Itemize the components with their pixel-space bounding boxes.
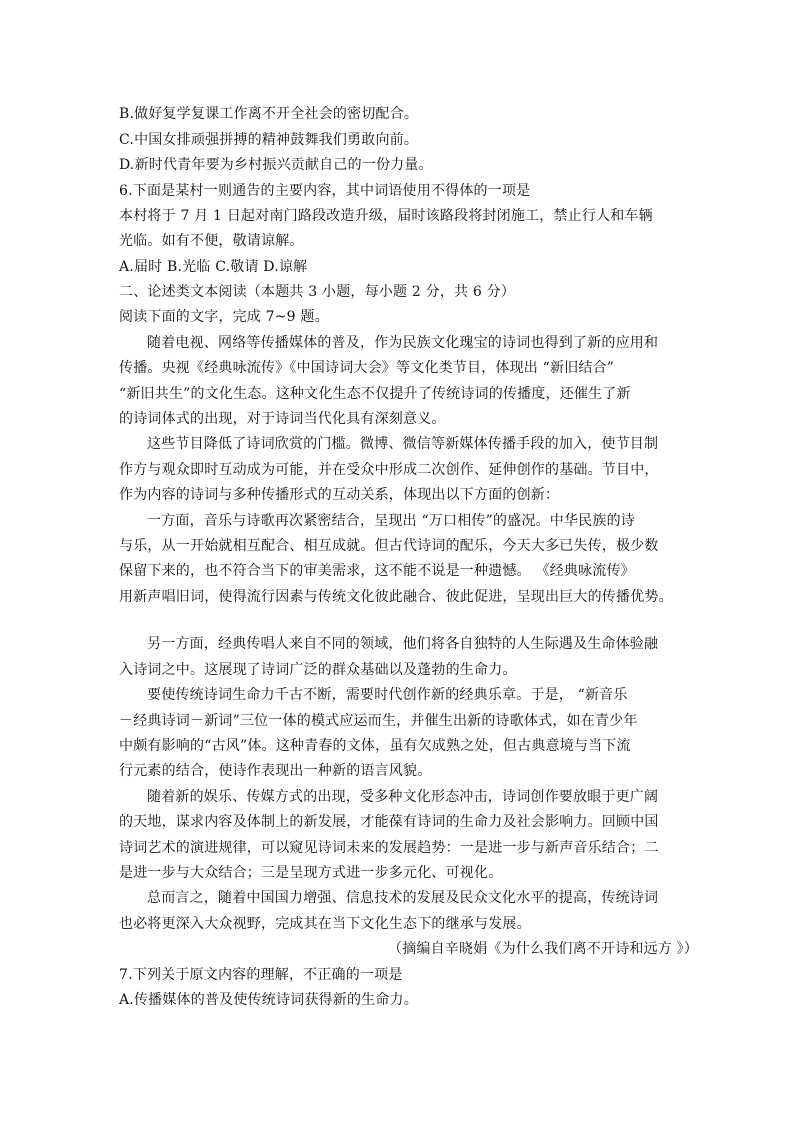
passage-line: 与乐，从一开始就相互配合、相互成就。但古代诗词的配乐，今天大多已失传，极少数: [119, 538, 659, 554]
passage-line: 要使传统诗词生命力千古不断，需要时代创作新的经典乐章。于是， “新音乐: [147, 687, 628, 703]
question-7-stem: 7.下列关于原文内容的理解，不正确的一项是: [119, 967, 403, 983]
question-6-stem: 6.下面是某村一则通告的主要内容，其中词语使用不得体的一项是: [119, 183, 531, 199]
passage-line: 入诗词之中。这展现了诗词广泛的群众基础以及蓬勃的生命力。: [119, 662, 517, 678]
passage-line: 诗词艺术的演进规律，可以窥见诗词未来的发展趋势：一是进一步与新声音乐结合；二: [119, 840, 659, 856]
passage-line: 也必将更深入大众视野，完成其在当下文化生态下的继承与发展。: [119, 916, 531, 932]
passage-line: 作为内容的诗词与多种传播形式的互动关系，体现出以下方面的创新：: [119, 487, 560, 503]
option-d-q5: D.新时代青年要为乡村振兴贡献自己的一份力量。: [119, 157, 433, 173]
passage-line: 是进一步与大众结合；三是呈现方式进一步多元化、可视化。: [119, 865, 503, 881]
section-heading: 二、论述类文本阅读（本题共 3 小题，每小题 2 分，共 6 分）: [119, 284, 516, 300]
option-b-q5: B.做好复学复课工作离不开全社会的密切配合。: [119, 106, 419, 122]
passage-line: 另一方面，经典传唱人来自不同的领域，他们将各自独特的人生际遇及生命体验融: [147, 636, 659, 652]
passage-line: 这些节目降低了诗词欣赏的门槛。微博、微信等新媒体传播手段的加入，使节目制: [147, 436, 659, 452]
reading-instruction: 阅读下面的文字，完成 7~9 题。: [119, 309, 329, 325]
passage-line: 总而言之，随着中国国力增强、信息技术的发展及民众文化水平的提高，传统诗词: [147, 890, 659, 906]
source-citation: （摘编自辛晓娟《为什么我们离不开诗和远方 》）: [388, 941, 699, 957]
passage-line: 的天地，谋求内容及体制上的新发展，才能葆有诗词的生命力及社会影响力。回顾中国: [119, 814, 659, 830]
question-6-options: A.届时 B.光临 C.敬请 D.谅解: [119, 259, 308, 275]
passage-line: 中颇有影响的“古风”体。这种青春的文体，虽有欠成熟之处，但古典意境与当下流: [119, 738, 631, 754]
passage-line: 保留下来的，也不符合当下的审美需求，这不能不说是一种遗憾。 《经典咏流传》: [119, 563, 635, 579]
notice-text-line: 本村将于 7 月 1 日起对南门路段改造升级，届时该路段将封闭施工，禁止行人和车辆: [119, 208, 653, 224]
passage-line: 用新声唱旧词，使得流行因素与传统文化彼此融合、彼此促进，呈现出巨大的传播优势。: [119, 589, 673, 605]
notice-text-line: 光临。如有不便，敬请谅解。: [119, 233, 304, 249]
option-a-q7: A.传播媒体的普及使传统诗词获得新的生命力。: [119, 992, 418, 1008]
passage-line: 传播。央视《经典咏流传》《中国诗词大会》等文化类节目，体现出 “新旧结合”: [119, 360, 615, 376]
passage-line: “新旧共生”的文化生态。这种文化生态不仅提升了传统诗词的传播度，还催生了新: [119, 386, 631, 402]
passage-line: 的诗词体式的出现，对于诗词当代化具有深刻意义。: [119, 411, 446, 427]
passage-line: 一方面，音乐与诗歌再次紧密结合，呈现出 “万口相传”的盛况。中华民族的诗: [147, 513, 635, 529]
passage-line: 随着新的娱乐、传媒方式的出现，受多种文化形态冲击，诗词创作要放眼于更广阔: [147, 789, 659, 805]
passage-line: 作方与观众即时互动成为可能，并在受众中形成二次创作、延伸创作的基础。节目中，: [119, 462, 659, 478]
passage-line: 行元素的结合，使诗作表现出一种新的语言风貌。: [119, 763, 432, 779]
passage-line: －经典诗词－新词”三位一体的模式应运而生，并催生出新的诗歌体式，如在青少年: [119, 713, 638, 729]
option-c-q5: C.中国女排顽强拼搏的精神鼓舞我们勇敢向前。: [119, 132, 419, 148]
passage-line: 随着电视、网络等传播媒体的普及，作为民族文化瑰宝的诗词也得到了新的应用和: [147, 335, 659, 351]
